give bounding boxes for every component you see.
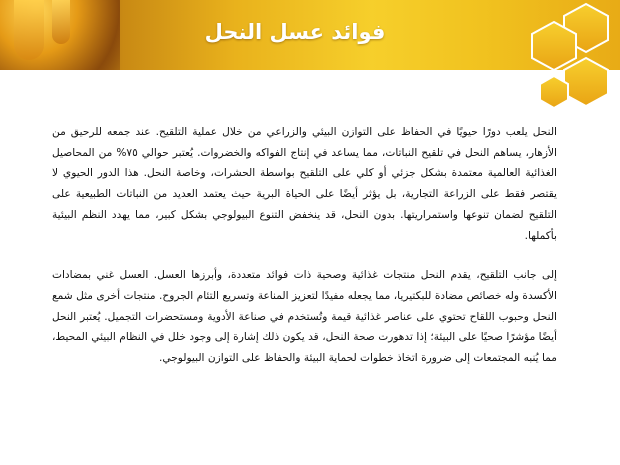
body-text (52, 122, 557, 369)
honeycomb-icon (504, 0, 614, 110)
paragraph: النحل يلعب دورًا حيويًا في الحفاظ على التوازن البيئي والزراعي من خلال عملية التلقيح. عند جمعه للرحيق من الأزهار، يساهم النحل في تلقيح النباتات، مما يساعد في إنتاج الفواكه والخضروات. يُعتبر حوالي ٧٥% من المحاصيل الغذائية العالمية معتمدة بشكل جزئي أو كلي على التلقيح بواسطة الحشرات، وخاصة النحل. هذا الدور الحيوي لا يقتصر فقط على الزراعة التجارية، بل يؤثر أيضًا على الحياة البرية حيث يعتمد العديد من النباتات الطبيعية على التلقيح لضمان تنوعها واستمراريتها. بدون النحل، قد ينخفض التنوع البيولوجي بشكل كبير، مما يهدد النظم البيئية بأكملها. (52, 126, 557, 242)
slide-title: فوائد عسل النحل (204, 20, 386, 44)
paragraph: إلى جانب التلقيح، يقدم النحل منتجات غذائية وصحية ذات فوائد متعددة، وأبرزها العسل. العسل غني بمضادات الأكسدة وله خصائص مضادة للبكتيريا، مما يجعله مفيدًا لتعزيز المناعة وتسريع التئام الجروح. منتجات أخرى مثل شمع النحل وحبوب اللقاح تحتوي على عناصر غذائية قيمة وتُستخدم في صناعة الأدوية ومستحضرات التجميل. يُعتبر النحل أيضًا مؤشرًا صحيًا على البيئة؛ إذا تدهورت صحة النحل، قد يكون ذلك إشارة إلى وجود خلل في النظام البيئي المحيط، مما يُنبه المجتمعات إلى ضرورة اتخاذ خطوات لحماية البيئة والحفاظ على التوازن البيولوجي. (52, 269, 557, 365)
